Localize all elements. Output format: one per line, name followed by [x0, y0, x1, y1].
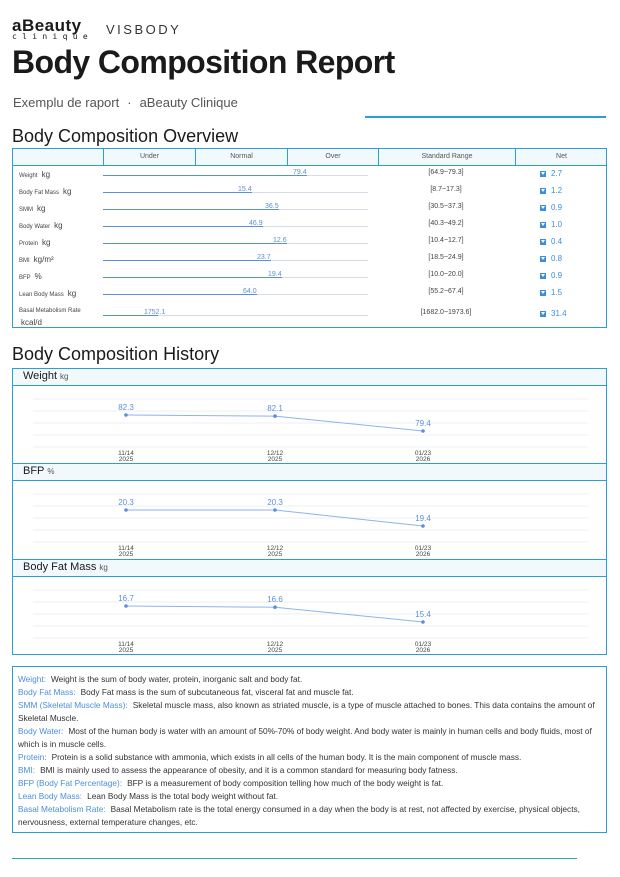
metric-bar	[103, 192, 252, 193]
definition-text: Most of the human body is water with an amount of 50%-70% of body weight. And body water is mainly in human cells and body fluids, most of which is in muscle cells.	[18, 726, 592, 749]
history-point-value: 79.4	[415, 419, 431, 428]
overview-row	[13, 235, 606, 252]
history-point-value: 20.3	[267, 498, 283, 507]
metric-bar	[103, 209, 279, 210]
metric-standard-range: [40.3~49.2]	[428, 220, 464, 227]
metric-standard-range: [1682.0~1973.6]	[420, 309, 472, 316]
example-label: Exemplu de raport	[13, 95, 120, 110]
history-date-label: 11/14	[118, 641, 134, 648]
page-title: Body Composition Report	[12, 44, 395, 80]
metric-net: 2.7	[540, 169, 562, 178]
history-year-label: 2025	[267, 551, 283, 558]
history-date-label: 12/12	[266, 450, 284, 457]
metric-value: 36.5	[265, 203, 279, 210]
metric-standard-range: [64.9~79.3]	[428, 169, 464, 176]
header-standard-range: Standard Range	[378, 149, 515, 165]
history-point-value: 15.4	[415, 610, 431, 619]
definition-text: Weight is the sum of body water, protein, inorganic salt and body fat.	[50, 674, 303, 684]
definition-term: Body Water:	[18, 726, 64, 736]
metric-bar	[103, 226, 263, 227]
overview-row	[13, 307, 606, 327]
metric-value: 19.4	[268, 271, 282, 278]
down-arrow-icon	[540, 239, 546, 245]
metric-net: 0.4	[540, 237, 562, 246]
history-year-label: 2026	[415, 551, 431, 558]
history-date-label: 12/12	[266, 545, 284, 552]
body-fat-mass-history-chart	[12, 559, 607, 655]
header-divider	[365, 116, 606, 118]
body-fat-mass-history-title: Body Fat Mass kg	[23, 561, 108, 573]
metric-value: 46.9	[249, 220, 263, 227]
metric-bar-track	[287, 243, 368, 244]
history-point-value: 82.1	[267, 404, 283, 414]
metric-label: BFP %	[19, 272, 42, 281]
metric-bar	[103, 277, 282, 278]
metric-label: Body Water kg	[19, 221, 63, 230]
history-point-value: 20.3	[118, 498, 134, 507]
history-year-label: 2025	[118, 647, 134, 654]
metric-bar	[103, 260, 271, 261]
down-arrow-icon	[540, 311, 546, 317]
overview-row	[13, 184, 606, 201]
definition-term: Protein:	[18, 752, 47, 762]
metric-value: 79.4	[293, 169, 307, 176]
metric-label: Lean Body Mass kg	[19, 289, 77, 298]
definition-item	[18, 751, 606, 764]
footer-divider	[12, 858, 577, 859]
metric-bar	[103, 243, 287, 244]
metric-value: 15.4	[238, 186, 252, 193]
history-year-label: 2026	[415, 456, 431, 463]
history-point	[124, 604, 128, 608]
metric-bar-track	[279, 209, 368, 210]
metric-value: 23.7	[257, 254, 271, 261]
history-point-value: 16.6	[267, 595, 283, 605]
weight-history-header	[13, 369, 606, 386]
overview-row	[13, 201, 606, 218]
metric-bar-track	[257, 294, 368, 295]
history-point	[421, 429, 425, 433]
history-point	[273, 508, 277, 512]
history-point	[421, 524, 425, 528]
down-arrow-icon	[540, 171, 546, 177]
definition-text: Protein is a solid substance with ammonia, which exists in all cells of the human body. It is the main component of muscle mass.	[51, 752, 522, 762]
weight-history-chart	[12, 368, 607, 464]
metric-net: 1.5	[540, 288, 562, 297]
definition-item	[18, 725, 606, 751]
metric-label: Body Fat Mass kg	[19, 187, 72, 196]
history-date-label: 11/14	[118, 545, 134, 552]
metric-net: 0.9	[540, 271, 562, 280]
metric-standard-range: [18.5~24.9]	[428, 254, 464, 261]
history-date-label: 01/23	[414, 450, 432, 457]
overview-row	[13, 252, 606, 269]
metric-bar-track	[263, 226, 368, 227]
definition-term: Basal Metabolism Rate:	[18, 804, 106, 814]
history-year-label: 2026	[415, 647, 431, 654]
overview-table	[12, 148, 607, 328]
metric-value: 64.0	[243, 288, 257, 295]
definition-term: SMM (Skeletal Muscle Mass):	[18, 700, 128, 710]
metric-standard-range: [10.0~20.0]	[428, 271, 464, 278]
bfp-history-title: BFP %	[23, 465, 55, 477]
history-point-value: 82.3	[118, 403, 134, 412]
history-title: Body Composition History	[12, 344, 220, 364]
metric-net: 0.9	[540, 203, 562, 212]
header-net: Net	[515, 149, 607, 165]
overview-title: Body Composition Overview	[12, 126, 239, 146]
header-normal: Normal	[195, 149, 287, 165]
definition-term: BFP (Body Fat Percentage):	[18, 778, 123, 788]
overview-row	[13, 286, 606, 303]
definition-term: Weight:	[18, 674, 46, 684]
history-year-label: 2025	[118, 551, 134, 558]
definition-item	[18, 790, 606, 803]
overview-row	[13, 218, 606, 235]
history-point	[124, 508, 128, 512]
logo-top-text: aBeauty	[12, 16, 82, 35]
metric-bar-track	[252, 192, 368, 193]
definition-text: Basal Metabolism rate is the total energy consumed in a day when the body is at rest, not affected by exercise, physical objects, nervousness, external temperature changes, etc.	[18, 804, 580, 827]
metric-bar-track	[282, 277, 368, 278]
metric-bar	[103, 175, 307, 176]
overview-row	[13, 167, 606, 184]
column-divider	[515, 149, 516, 166]
history-date-label: 11/14	[118, 450, 134, 457]
history-year-label: 2025	[267, 647, 283, 654]
history-date-label: 01/23	[414, 641, 432, 648]
history-date-label: 01/23	[414, 545, 432, 552]
history-point	[421, 620, 425, 624]
definition-term: BMI:	[18, 765, 36, 775]
definition-text: BFP is a measurement of body composition telling how much of the body weight is fat.	[127, 778, 444, 788]
column-divider	[378, 149, 379, 166]
definition-text: Skeletal muscle mass, also known as striated muscle, is a type of muscle attached to bones. This data contains the amount of Skeletal Muscle.	[18, 700, 595, 723]
metric-value: 12.6	[273, 237, 287, 244]
clinic-name: aBeauty Clinique	[139, 95, 238, 110]
header-under: Under	[103, 149, 195, 165]
metric-label: Weight kg	[19, 170, 51, 179]
history-point	[273, 605, 277, 609]
visbody-logo: VISBODY	[106, 21, 182, 37]
metric-label: Basal Metabolism Rate kcal/d	[19, 308, 81, 327]
header-over: Over	[287, 149, 378, 165]
definition-item	[18, 699, 606, 725]
metric-standard-range: [8.7~17.3]	[430, 186, 462, 193]
definition-term: Lean Body Mass:	[18, 791, 83, 801]
definition-term: Body Fat Mass:	[18, 687, 76, 697]
definition-item	[18, 764, 606, 777]
definition-item	[18, 777, 606, 790]
metric-net: 1.2	[540, 186, 562, 195]
down-arrow-icon	[540, 273, 546, 279]
definition-item	[18, 803, 606, 829]
definition-item	[18, 673, 606, 686]
metric-bar-track	[158, 315, 368, 316]
bfp-history-header	[13, 464, 606, 481]
history-date-label: 12/12	[266, 641, 284, 648]
history-year-label: 2025	[118, 456, 134, 463]
metric-net: 1.0	[540, 220, 562, 229]
definition-item	[18, 686, 606, 699]
body-fat-mass-history-header	[13, 560, 606, 577]
overview-table-header	[13, 149, 606, 166]
metric-net: 0.8	[540, 254, 562, 263]
metric-bar-track	[271, 260, 368, 261]
history-point	[273, 414, 277, 418]
metric-label: Protein kg	[19, 238, 51, 247]
weight-history-title: Weight kg	[23, 370, 69, 382]
metric-standard-range: [10.4~12.7]	[428, 237, 464, 244]
definition-text: BMI is mainly used to assess the appearance of obesity, and it is a common standard for measuring body fatness.	[40, 765, 458, 775]
history-point	[124, 413, 128, 417]
report-subtitle	[13, 95, 238, 110]
definition-text: Body Fat mass is the sum of subcutaneous fat, visceral fat and muscle fat.	[80, 687, 354, 697]
down-arrow-icon	[540, 222, 546, 228]
metric-standard-range: [30.5~37.3]	[428, 203, 464, 210]
logo-bottom-text: clinique	[12, 32, 93, 41]
history-point-value: 16.7	[118, 594, 134, 603]
overview-row	[13, 269, 606, 286]
down-arrow-icon	[540, 205, 546, 211]
down-arrow-icon	[540, 290, 546, 296]
metric-standard-range: [55.2~67.4]	[428, 288, 464, 295]
subtitle-separator: ·	[127, 95, 132, 110]
metric-value: 1752.1	[144, 309, 166, 316]
metric-bar	[103, 294, 257, 295]
brand-logos	[12, 16, 181, 42]
definition-text: Lean Body Mass is the total body weight without fat.	[87, 791, 279, 801]
down-arrow-icon	[540, 256, 546, 262]
history-point-value: 19.4	[415, 514, 431, 523]
definitions-panel	[12, 666, 607, 833]
down-arrow-icon	[540, 188, 546, 194]
history-year-label: 2025	[267, 456, 283, 463]
metric-bar-track	[307, 175, 368, 176]
abeauty-logo	[12, 16, 92, 42]
metric-label: BMI kg/m²	[19, 255, 54, 264]
bfp-history-chart	[12, 463, 607, 560]
metric-label: SMM kg	[19, 204, 46, 213]
metric-net: 31.4	[540, 309, 567, 318]
